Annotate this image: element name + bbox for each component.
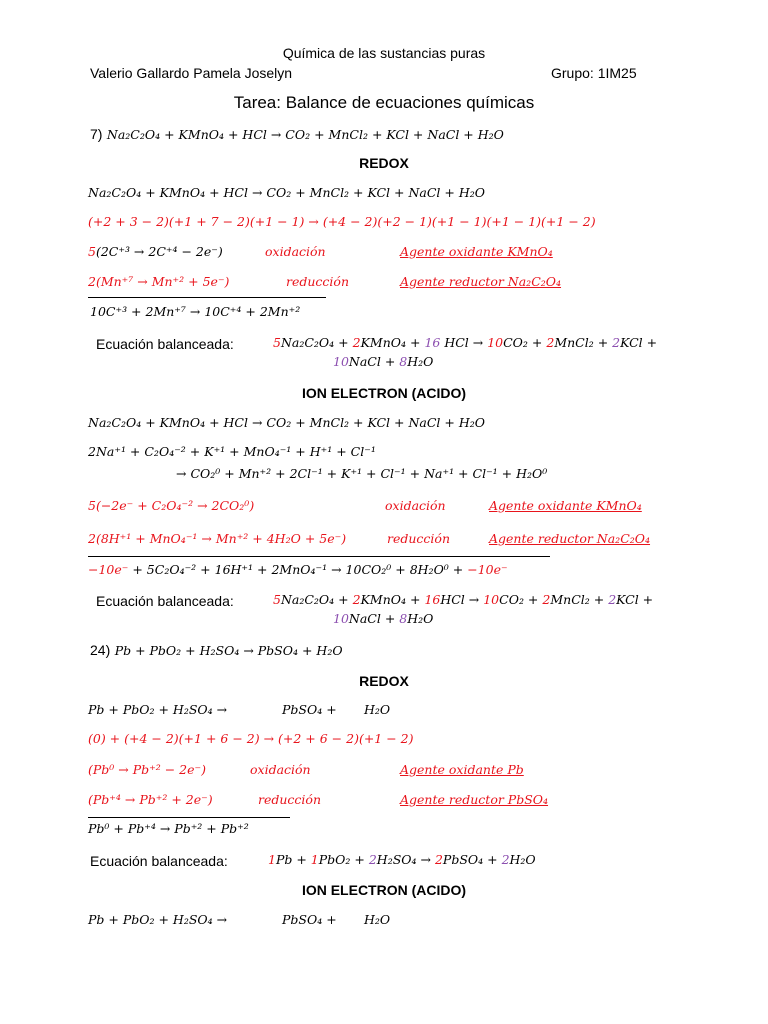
problem-7: [90, 127, 504, 143]
oxidation-label: oxidación: [385, 498, 446, 513]
group-label: Grupo: 1IM25: [551, 65, 637, 81]
sum-equation: −10e⁻ + 5C₂O₄⁻² + 16H⁺¹ + 2MnO₄⁻¹ → 10CO₂⁰ + 8H₂O⁰ + −10e⁻: [88, 562, 508, 577]
sum-rule: [88, 556, 550, 557]
redox-equation-reactants: Pb + PbO₂ + H₂SO₄ →: [88, 702, 228, 717]
half-equation: (2C⁺³ → 2C⁺⁴ − 2e⁻): [95, 244, 223, 259]
oxidizing-agent: Agente oxidante KMnO₄: [489, 498, 642, 513]
redox-equation-product-1: PbSO₄ +: [282, 702, 337, 717]
ion-equation-product-2: H₂O: [364, 912, 391, 927]
ion-equation-product-1: PbSO₄ +: [282, 912, 337, 927]
oxidation-label: oxidación: [250, 762, 311, 777]
oxidation-half-reaction: (Pb⁰ → Pb⁺² − 2e⁻): [88, 762, 206, 777]
course-title: Química de las sustancias puras: [282, 45, 486, 61]
section-heading-ion-electron: ION ELECTRON (ACIDO): [301, 385, 467, 401]
balanced-equation-cont: 10NaCl + 8H₂O: [333, 611, 434, 626]
page-title: Tarea: Balance de ecuaciones químicas: [233, 93, 535, 112]
balanced-label: Ecuación balanceada:: [96, 336, 234, 352]
problem-number: 7): [90, 126, 103, 142]
oxidation-numbers: (0) + (+4 − 2)(+1 + 6 − 2) → (+2 + 6 − 2)(+1 − 2): [88, 731, 414, 746]
oxidizing-agent: Agente oxidante Pb: [400, 762, 524, 777]
problem-24: [90, 643, 343, 659]
section-heading-redox: REDOX: [359, 673, 409, 689]
balanced-equation: 5Na₂C₂O₄ + 2KMnO₄ + 16 HCl → 10CO₂ + 2MnCl₂ + 2KCl +: [273, 335, 658, 350]
student-name: Valerio Gallardo Pamela Joselyn: [90, 65, 293, 81]
reduction-label: reducción: [286, 274, 350, 289]
ionic-species: 2Na⁺¹ + C₂O₄⁻² + K⁺¹ + MnO₄⁻¹ + H⁺¹ + Cl⁻¹: [88, 444, 376, 459]
reduction-half-reaction: (Pb⁺⁴ → Pb⁺² + 2e⁻): [88, 792, 213, 807]
reduction-half-reaction: [88, 276, 229, 289]
balanced-label: Ecuación balanceada:: [90, 853, 228, 869]
balanced-label: Ecuación balanceada:: [96, 593, 234, 609]
coefficient: 5: [88, 244, 96, 259]
oxidation-half-reaction: [88, 246, 223, 259]
sum-rule: [88, 817, 290, 818]
oxidation-label: oxidación: [265, 244, 326, 259]
reducing-agent: Agente reductor PbSO₄: [400, 792, 549, 807]
oxidation-half-reaction: 5(−2e⁻ + C₂O₄⁻² → 2CO₂⁰): [88, 498, 255, 513]
balanced-equation: 1Pb + 1PbO₂ + 2H₂SO₄ → 2PbSO₄ + 2H₂O: [268, 852, 536, 867]
reduction-label: reducción: [387, 531, 451, 546]
problem-equation: Pb + PbO₂ + H₂SO₄ → PbSO₄ + H₂O: [114, 643, 343, 658]
section-heading-redox: REDOX: [359, 155, 409, 171]
problem-number: 24): [90, 642, 111, 658]
problem-equation: Na₂C₂O₄ + KMnO₄ + HCl → CO₂ + MnCl₂ + KCl + NaCl + H₂O: [106, 127, 504, 142]
reducing-agent: Agente reductor Na₂C₂O₄: [489, 531, 651, 546]
redox-equation-product-2: H₂O: [364, 702, 391, 717]
half-equation: (Mn⁺⁷ → Mn⁺² + 5e⁻): [95, 274, 230, 289]
reduction-label: reducción: [258, 792, 322, 807]
balanced-equation: 5Na₂C₂O₄ + 2KMnO₄ + 16HCl → 10CO₂ + 2MnCl₂ + 2KCl +: [273, 592, 654, 607]
balanced-equation-cont: 10NaCl + 8H₂O: [333, 354, 434, 369]
ion-equation-reactants: Pb + PbO₂ + H₂SO₄ →: [88, 912, 228, 927]
coefficient: 2: [88, 274, 96, 289]
oxidation-numbers: (+2 + 3 − 2)(+1 + 7 − 2)(+1 − 1) → (+4 − 2)(+2 − 1)(+1 − 1)(+1 − 1)(+1 − 2): [88, 214, 596, 229]
ionic-species-products: → CO₂⁰ + Mn⁺² + 2Cl⁻¹ + K⁺¹ + Cl⁻¹ + Na⁺¹ + Cl⁻¹ + H₂O⁰: [176, 466, 548, 481]
ion-equation: Na₂C₂O₄ + KMnO₄ + HCl → CO₂ + MnCl₂ + KCl + NaCl + H₂O: [88, 415, 486, 430]
sum-equation: 10C⁺³ + 2Mn⁺⁷ → 10C⁺⁴ + 2Mn⁺²: [90, 304, 301, 319]
sum-rule: [88, 297, 326, 298]
redox-equation: Na₂C₂O₄ + KMnO₄ + HCl → CO₂ + MnCl₂ + KCl + NaCl + H₂O: [88, 185, 486, 200]
section-heading-ion-electron: ION ELECTRON (ACIDO): [301, 882, 467, 898]
sum-equation: Pb⁰ + Pb⁺⁴ → Pb⁺² + Pb⁺²: [88, 821, 249, 836]
reducing-agent: Agente reductor Na₂C₂O₄: [400, 274, 562, 289]
oxidizing-agent: Agente oxidante KMnO₄: [400, 244, 553, 259]
reduction-half-reaction: 2(8H⁺¹ + MnO₄⁻¹ → Mn⁺² + 4H₂O + 5e⁻): [88, 531, 347, 546]
